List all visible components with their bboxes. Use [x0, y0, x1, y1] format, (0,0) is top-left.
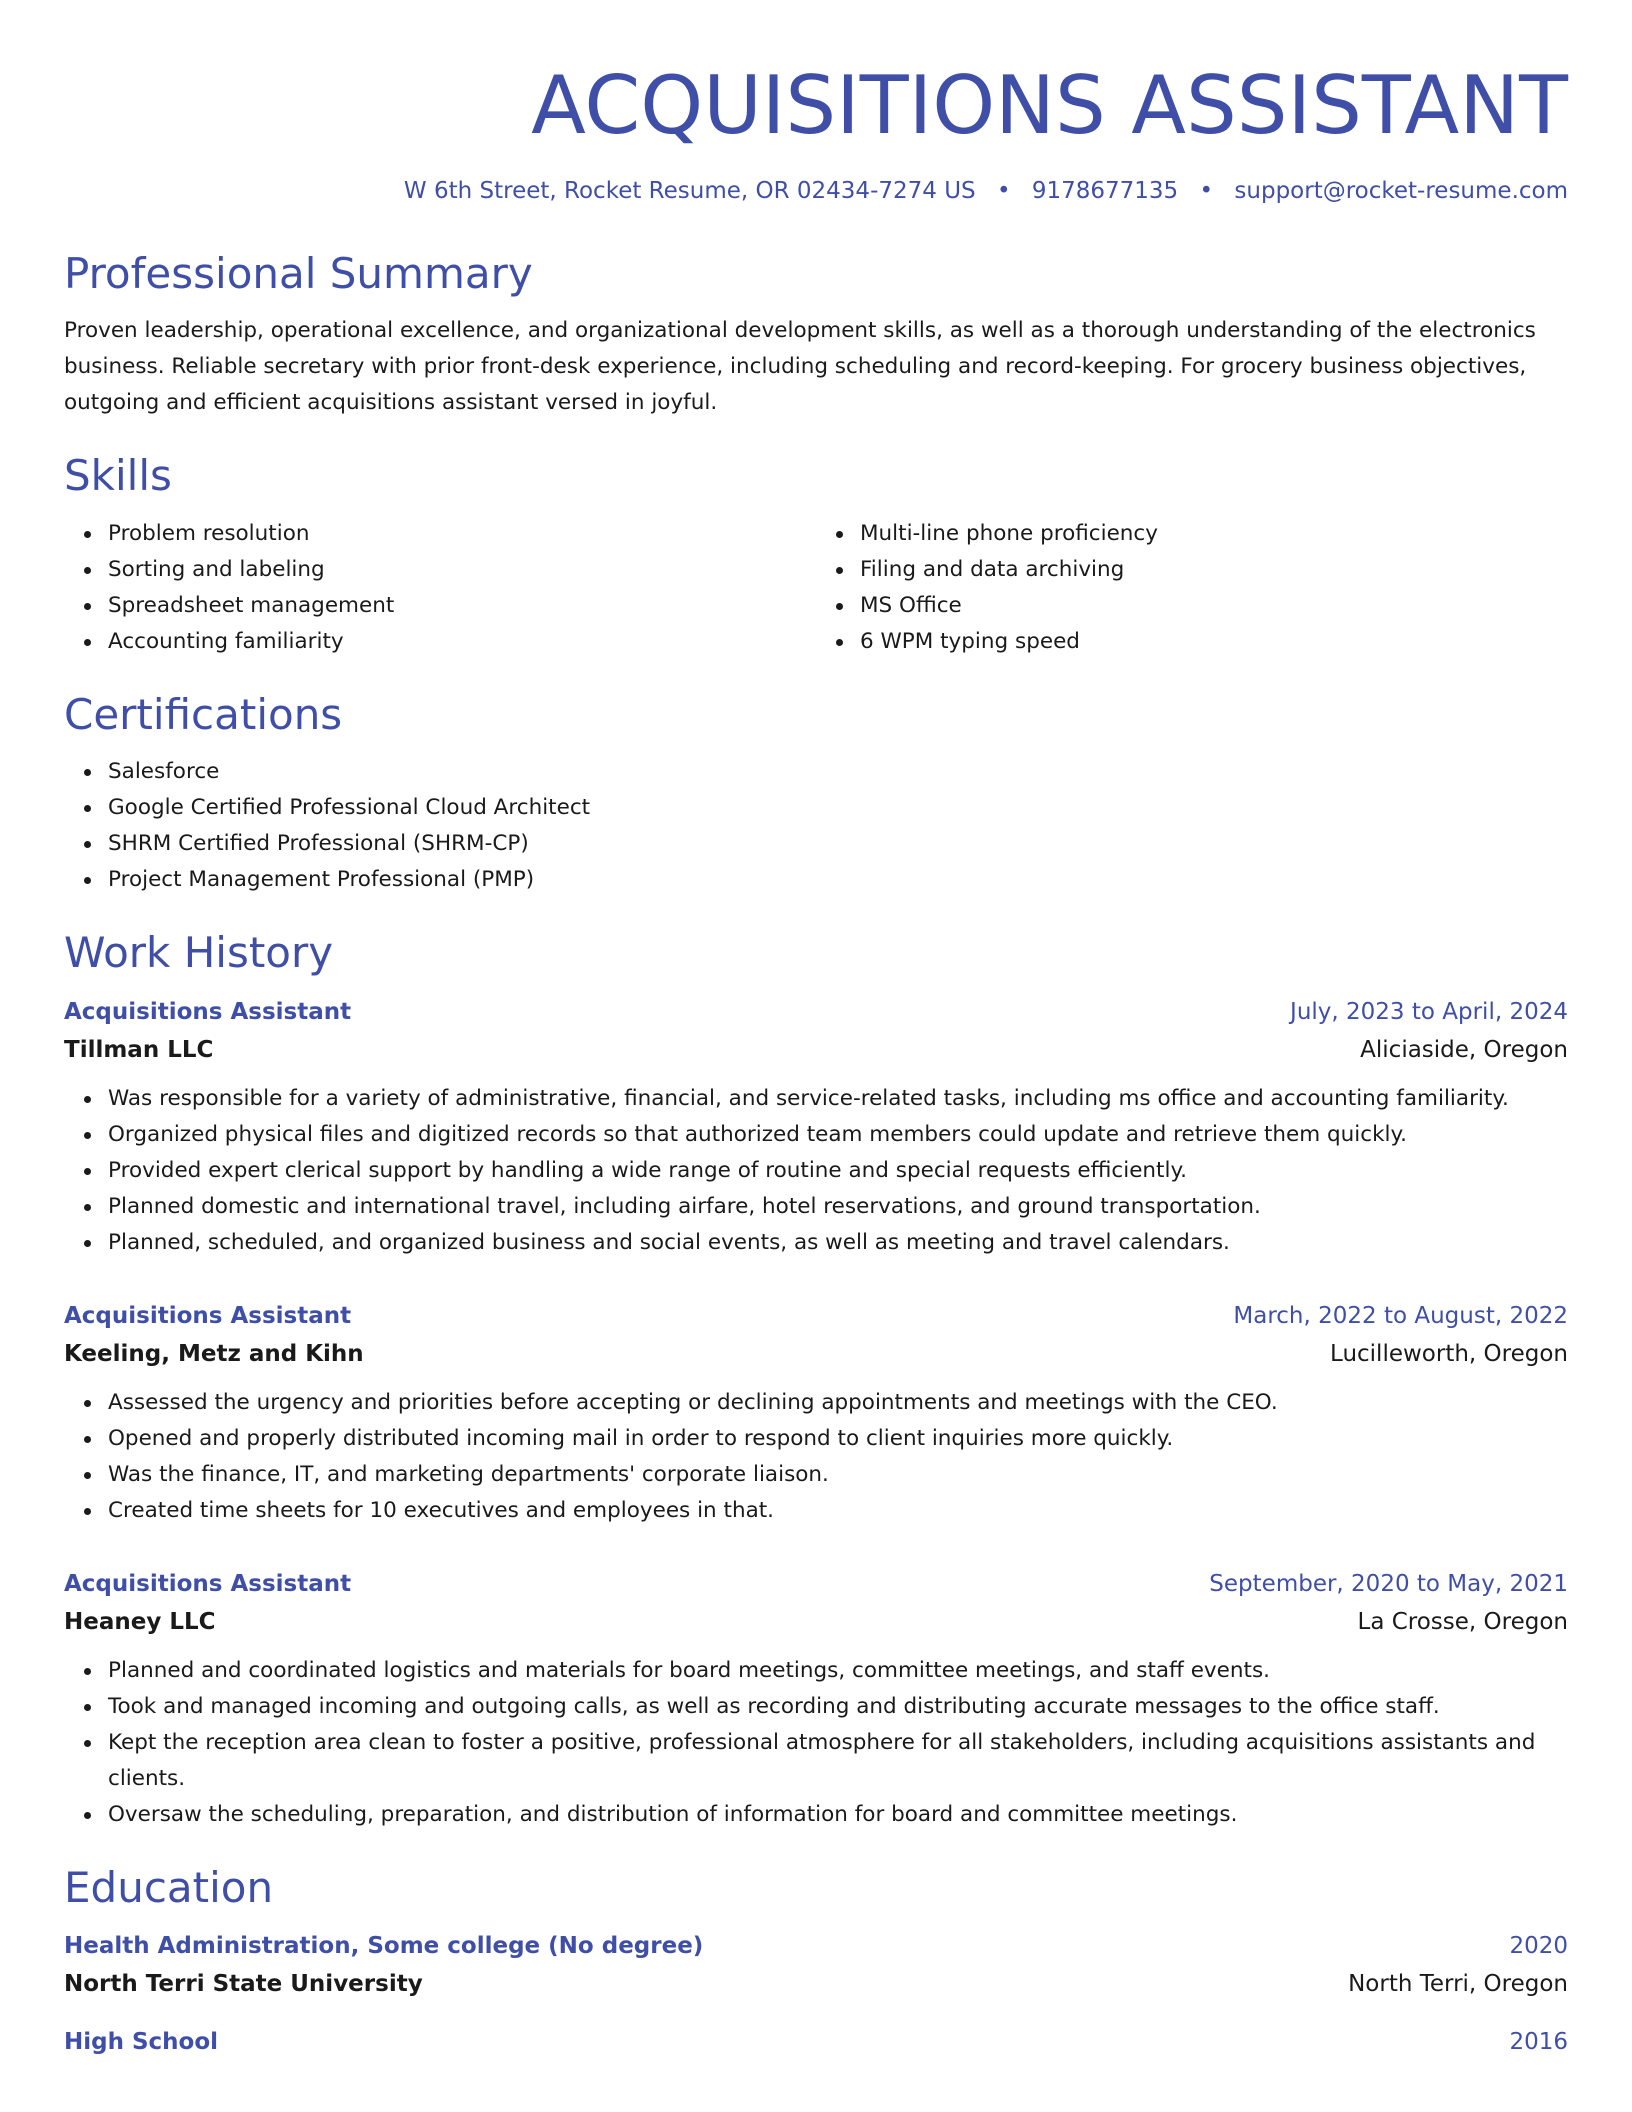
- education-year: 2020: [1509, 1932, 1568, 1959]
- education-header: [64, 2023, 1568, 2061]
- job-location: Lucilleworth, Oregon: [1330, 1340, 1568, 1367]
- section-heading-work-history: Work History: [64, 928, 334, 978]
- job-entry: [64, 1297, 1568, 1529]
- education-location: North Terri, Oregon: [1348, 1970, 1568, 1997]
- skill-item: Accounting familiarity: [108, 624, 816, 660]
- skill-item: Spreadsheet management: [108, 588, 816, 624]
- job-subheader: [64, 1031, 1568, 1069]
- certification-item: Salesforce: [108, 754, 1568, 790]
- job-bullets: [64, 1385, 1568, 1529]
- job-bullet: Took and managed incoming and outgoing calls, as well as recording and distributing accurate messages to the office staff.: [108, 1689, 1568, 1725]
- resume-page: [64, 0, 1568, 2061]
- skills-list-right: [816, 516, 1568, 660]
- job-bullet: Provided expert clerical support by handling a wide range of routine and special requests efficiently.: [108, 1153, 1568, 1189]
- job-bullet: Planned, scheduled, and organized business and social events, as well as meeting and travel calendars.: [108, 1225, 1568, 1261]
- contact-phone[interactable]: 9178677135: [1031, 178, 1179, 204]
- job-title: Acquisitions Assistant: [64, 998, 352, 1025]
- education-subheader: [64, 1965, 1568, 2003]
- education-header: [64, 1927, 1568, 1965]
- contact-email[interactable]: support@rocket-resume.com: [1234, 178, 1568, 204]
- education-degree: Health Administration, Some college (No degree): [64, 1932, 704, 1959]
- job-company: Heaney LLC: [64, 1608, 216, 1635]
- skills-list-left: [64, 516, 816, 660]
- job-dates: July, 2023 to April, 2024: [1290, 998, 1568, 1025]
- summary-text: Proven leadership, operational excellence, and organizational development skills, as well as a thorough understanding of the electronics business. Reliable secretary with prior front-desk experience, including scheduling and record-keeping. For grocery business objectives, outgoing and efficient acquisitions assistant versed in joyful.: [64, 318, 1536, 416]
- section-heading-certifications: Certifications: [64, 689, 343, 739]
- section-heading-skills: Skills: [64, 451, 172, 501]
- job-dates: March, 2022 to August, 2022: [1233, 1302, 1568, 1329]
- job-bullets: [64, 1653, 1568, 1833]
- job-bullet: Created time sheets for 10 executives and employees in that.: [108, 1493, 1568, 1529]
- certification-item: SHRM Certified Professional (SHRM-CP): [108, 826, 1568, 862]
- skill-item: Filing and data archiving: [860, 552, 1568, 588]
- job-dates: September, 2020 to May, 2021: [1209, 1570, 1568, 1597]
- job-bullet: Organized physical files and digitized records so that authorized team members could update and retrieve them quickly.: [108, 1117, 1568, 1153]
- education-year: 2016: [1509, 2028, 1568, 2055]
- contact-separator: •: [996, 178, 1011, 204]
- job-bullet: Was the finance, IT, and marketing departments' corporate liaison.: [108, 1457, 1568, 1493]
- job-company: Tillman LLC: [64, 1036, 214, 1063]
- job-bullet: Planned and coordinated logistics and materials for board meetings, committee meetings, and staff events.: [108, 1653, 1568, 1689]
- job-entry: [64, 993, 1568, 1261]
- job-header: [64, 993, 1568, 1031]
- certification-item: Project Management Professional (PMP): [108, 862, 1568, 898]
- skill-item: Problem resolution: [108, 516, 816, 552]
- job-bullet: Was responsible for a variety of administrative, financial, and service-related tasks, including ms office and accounting familiarity.: [108, 1081, 1568, 1117]
- certifications-list: [64, 754, 1568, 898]
- job-subheader: [64, 1335, 1568, 1373]
- education-entry: [64, 2023, 1568, 2061]
- job-bullet: Assessed the urgency and priorities before accepting or declining appointments and meetings with the CEO.: [108, 1385, 1568, 1421]
- job-location: Aliciaside, Oregon: [1360, 1036, 1568, 1063]
- skill-item: 6 WPM typing speed: [860, 624, 1568, 660]
- job-company: Keeling, Metz and Kihn: [64, 1340, 364, 1367]
- job-header: [64, 1565, 1568, 1603]
- job-bullet: Oversaw the scheduling, preparation, and distribution of information for board and committee meetings.: [108, 1797, 1568, 1833]
- job-title: Acquisitions Assistant: [64, 1302, 352, 1329]
- certification-item: Google Certified Professional Cloud Architect: [108, 790, 1568, 826]
- contact-separator: •: [1199, 178, 1214, 204]
- job-bullet: Opened and properly distributed incoming mail in order to respond to client inquiries more quickly.: [108, 1421, 1568, 1457]
- job-subheader: [64, 1603, 1568, 1641]
- education-degree: High School: [64, 2028, 219, 2055]
- skill-item: MS Office: [860, 588, 1568, 624]
- job-title: Acquisitions Assistant: [64, 1570, 352, 1597]
- job-entry: [64, 1565, 1568, 1833]
- resume-title: ACQUISITIONS ASSISTANT: [531, 59, 1568, 152]
- skills-grid: [64, 516, 1568, 660]
- skill-item: Multi-line phone proficiency: [860, 516, 1568, 552]
- job-bullet: Kept the reception area clean to foster a positive, professional atmosphere for all stakeholders, including acquisitions assistants and clients.: [108, 1725, 1568, 1797]
- job-location: La Crosse, Oregon: [1357, 1608, 1568, 1635]
- job-bullet: Planned domestic and international travel, including airfare, hotel reservations, and ground transportation.: [108, 1189, 1568, 1225]
- job-bullets: [64, 1081, 1568, 1261]
- contact-address: W 6th Street, Rocket Resume, OR 02434-7274 US: [403, 178, 976, 204]
- section-heading-summary: Professional Summary: [64, 249, 533, 298]
- contact-line: [64, 176, 1568, 206]
- section-heading-education: Education: [64, 1862, 274, 1912]
- education-entry: [64, 1927, 1568, 2003]
- job-header: [64, 1297, 1568, 1335]
- education-school: North Terri State University: [64, 1970, 423, 1997]
- skill-item: Sorting and labeling: [108, 552, 816, 588]
